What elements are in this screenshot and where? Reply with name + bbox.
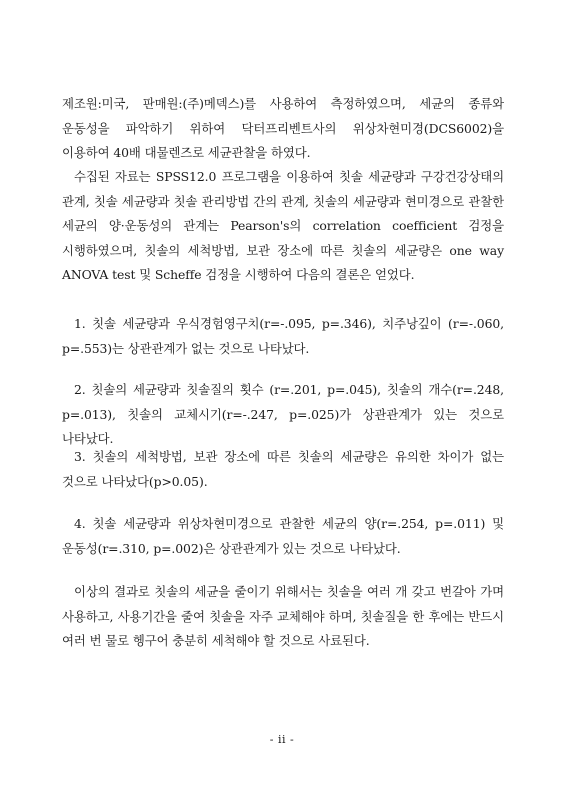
conclusion-paragraph: 이상의 결과로 칫솔의 세균을 줄이기 위해서는 칫솔을 여러 개 갖고 번갈아 가며 사용하고, 사용기간을 줄여 칫솔을 자주 교체해야 하며, 칫솔질을 한 후에는 반드시 여러 번 물로 헹구어 충분히 세척해야 할 것으로 사료된다. xyxy=(62,584,504,648)
result-item-3: 3. 칫솔의 세척방법, 보관 장소에 따른 칫솔의 세균량은 유의한 차이가 없는 것으로 나타났다(p>0.05). xyxy=(62,449,504,489)
method-paragraph: 수집된 자료는 SPSS12.0 프로그램을 이용하여 칫솔 세균량과 구강건강상태의 관계, 칫솔 세균량과 칫솔 관리방법 간의 관계, 칫솔의 세균량과 현미경으로 관찰한 세균의 양·운동성의 관계는 Pearson's의 correlation coefficient 검정을 시행하였으며, 칫솔의 세척방법, 보관 장소에 따른 칫솔의 세균량은 one way ANOVA test 및 Scheffe 검정을 시행하여 다음의 결론은 얻었다. xyxy=(62,169,504,282)
intro-paragraph: 제조원:미국, 판매원:(주)메덱스)를 사용하여 측정하였으며, 세균의 종류와 운동성을 파악하기 위하여 닥터프리벤트사의 위상차현미경(DCS6002)을 이용하여 40배 대물렌즈로 세균관찰을 하였다. xyxy=(62,96,504,160)
result-item-4: 4. 칫솔 세균량과 위상차현미경으로 관찰한 세균의 양(r=.254, p=.011) 및 운동성(r=.310, p=.002)은 상관관계가 있는 것으로 나타났다. xyxy=(62,516,504,556)
result-item-1: 1. 칫솔 세균량과 우식경험영구치(r=-.095, p=.346), 치주낭깊이 (r=-.060, p=.553)는 상관관계가 없는 것으로 나타났다. xyxy=(62,316,504,356)
page-number: - ii - xyxy=(269,733,295,746)
result-item-2: 2. 칫솔의 세균량과 칫솔질의 횟수 (r=.201, p=.045), 칫솔의 개수(r=.248, p=.013), 칫솔의 교체시기(r=-.247, p=.025)가 상관관계가 있는 것으로 나타났다. xyxy=(62,382,504,446)
